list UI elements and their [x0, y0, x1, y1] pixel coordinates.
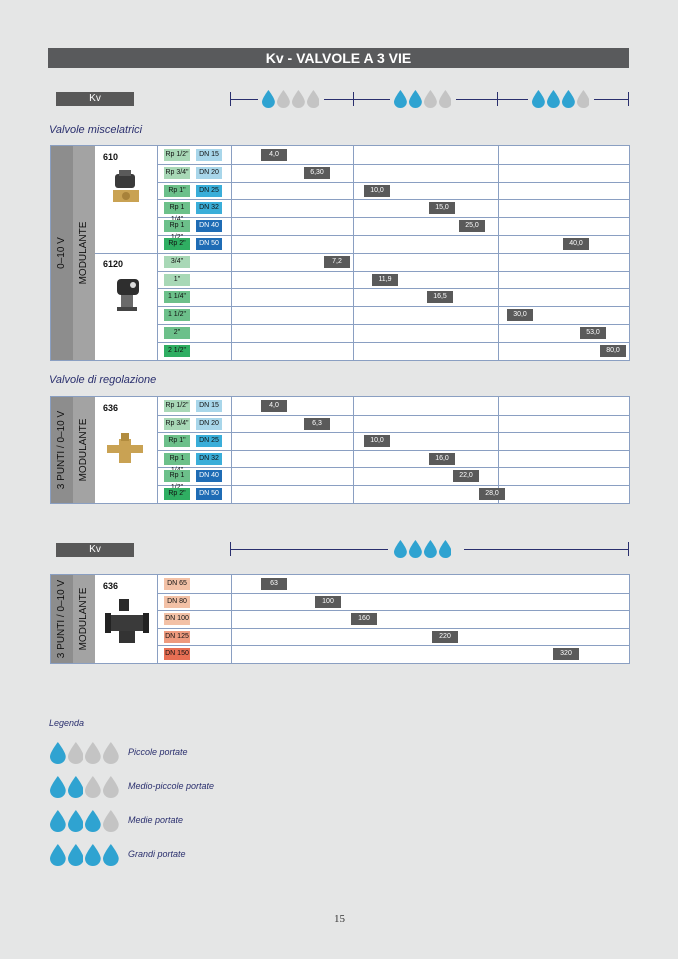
drop-filled-icon — [50, 844, 66, 871]
kv-value: 4,0 — [261, 149, 287, 161]
kv-value: 63 — [261, 578, 287, 590]
side-inner — [73, 397, 95, 503]
side-inner — [73, 146, 95, 360]
dn-badge: DN 40 — [196, 220, 222, 232]
drop-empty-icon — [68, 742, 84, 769]
column-divider — [231, 575, 232, 663]
drop-filled-icon — [409, 90, 422, 113]
connection-badge: 1 1/4" — [164, 291, 190, 303]
drop-filled-icon — [439, 540, 452, 563]
drops-4-of-4 — [394, 540, 451, 563]
side-inner-label: MODULANTE — [78, 587, 89, 651]
drop-empty-icon — [85, 742, 101, 769]
side-outer-label: 3 PUNTI / 0–10 V — [56, 579, 67, 659]
drop-filled-icon — [262, 90, 275, 113]
kv-value: 15,0 — [429, 202, 455, 214]
dn-badge: DN 125 — [164, 631, 190, 643]
kv-label: Kv — [56, 92, 134, 106]
drops-1-of-4 — [50, 742, 119, 769]
group-divider — [95, 253, 629, 254]
kv-value: 25,0 — [459, 220, 485, 232]
side-inner-label: MODULANTE — [78, 418, 89, 482]
kv-label-2: Kv — [56, 543, 134, 557]
drop-filled-icon — [85, 810, 101, 837]
drop-empty-icon — [424, 90, 437, 113]
drop-filled-icon — [394, 90, 407, 113]
scale-tick — [497, 92, 498, 106]
side-inner-label: MODULANTE — [78, 221, 89, 285]
drops-3-of-4 — [50, 810, 119, 837]
dn-badge: DN 150 — [164, 648, 190, 660]
row-divider — [157, 271, 629, 272]
side-outer — [51, 397, 73, 503]
drop-empty-icon — [439, 90, 452, 113]
kv-value: 7,2 — [324, 256, 350, 268]
legend-label: Grandi portate — [128, 849, 186, 859]
drops-4-of-4 — [50, 844, 119, 871]
drops-1-of-4 — [262, 90, 319, 113]
row-divider — [157, 610, 629, 611]
scale-tick — [628, 542, 629, 556]
scale-tick — [230, 92, 231, 106]
connection-badge: Rp 1/2" — [164, 149, 190, 161]
side-outer-label: 3 PUNTI / 0–10 V — [56, 410, 67, 490]
drop-filled-icon — [532, 90, 545, 113]
kv-value: 30,0 — [507, 309, 533, 321]
row-divider — [157, 235, 629, 236]
dn-badge: DN 65 — [164, 578, 190, 590]
kv-value: 11,9 — [372, 274, 398, 286]
row-divider — [157, 164, 629, 165]
model-number: 6120 — [103, 258, 124, 269]
connection-badge: Rp 2" — [164, 238, 190, 250]
drop-filled-icon — [394, 540, 407, 563]
scale-tick — [353, 92, 354, 106]
legend-label: Medie portate — [128, 815, 184, 825]
row-divider — [157, 199, 629, 200]
side-inner — [73, 575, 95, 663]
kv-value: 16,5 — [427, 291, 453, 303]
column-divider — [157, 575, 158, 663]
dn-badge: DN 100 — [164, 613, 190, 625]
connection-badge: Rp 1" — [164, 185, 190, 197]
scale-tick — [628, 92, 629, 106]
table-miscelatrici — [50, 145, 630, 361]
kv-value: 16,0 — [429, 453, 455, 465]
model-number: 636 — [103, 403, 119, 413]
drop-empty-icon — [85, 776, 101, 803]
kv-value: 53,0 — [580, 327, 606, 339]
row-divider — [157, 628, 629, 629]
connection-badge: Rp 3/4" — [164, 418, 190, 430]
drop-filled-icon — [50, 742, 66, 769]
drop-filled-icon — [68, 810, 84, 837]
connection-badge: 1" — [164, 274, 190, 286]
connection-badge: Rp 1" — [164, 435, 190, 447]
kv-value: 10,0 — [364, 435, 390, 447]
legend-item — [50, 844, 350, 866]
section-miscelatrici: Valvole miscelatrici — [49, 124, 143, 136]
side-outer — [51, 146, 73, 360]
row-divider — [157, 288, 629, 289]
dn-badge: DN 40 — [196, 470, 222, 482]
drop-filled-icon — [409, 540, 422, 563]
connection-badge: 2" — [164, 327, 190, 339]
section-regolazione: Valvole di regolazione — [49, 374, 157, 386]
drop-filled-icon — [68, 844, 84, 871]
kv-value: 28,0 — [479, 488, 505, 500]
drop-empty-icon — [292, 90, 305, 113]
drop-empty-icon — [277, 90, 290, 113]
connection-badge: Rp 1/2" — [164, 400, 190, 412]
row-divider — [157, 342, 629, 343]
valve-6120-image — [107, 275, 147, 320]
connection-badge: Rp 2" — [164, 488, 190, 500]
dn-badge: DN 20 — [196, 418, 222, 430]
row-divider — [157, 593, 629, 594]
side-outer — [51, 575, 73, 663]
row-divider — [157, 432, 629, 433]
drop-filled-icon — [50, 776, 66, 803]
legend-title: Legenda — [49, 718, 85, 728]
dn-badge: DN 32 — [196, 453, 222, 465]
row-divider — [157, 645, 629, 646]
dn-badge: DN 80 — [164, 596, 190, 608]
model-number: 636 — [103, 581, 119, 591]
kv-value: 100 — [315, 596, 341, 608]
kv-scale — [230, 88, 629, 112]
drop-empty-icon — [103, 742, 119, 769]
drop-filled-icon — [562, 90, 575, 113]
drop-filled-icon — [68, 776, 84, 803]
page-number: 15 — [334, 913, 345, 925]
row-divider — [157, 217, 629, 218]
drops-2-of-4 — [394, 90, 451, 113]
row-divider — [157, 182, 629, 183]
drop-empty-icon — [103, 776, 119, 803]
scale-tick — [230, 542, 231, 556]
row-divider — [157, 415, 629, 416]
row-divider — [157, 485, 629, 486]
valve-636-flanged-image — [105, 597, 149, 652]
drops-3-of-4 — [532, 90, 589, 113]
dn-badge: DN 25 — [196, 435, 222, 447]
drop-filled-icon — [50, 810, 66, 837]
kv-value: 4,0 — [261, 400, 287, 412]
kv-value: 320 — [553, 648, 579, 660]
legend-item — [50, 742, 350, 764]
legend-item — [50, 810, 350, 832]
kv-value: 6,30 — [304, 167, 330, 179]
kv-value: 40,0 — [563, 238, 589, 250]
valve-610-image — [107, 168, 147, 213]
connection-badge: Rp 1 — [164, 220, 190, 232]
drops-2-of-4 — [50, 776, 119, 803]
drop-filled-icon — [547, 90, 560, 113]
drop-filled-icon — [85, 844, 101, 871]
table-regolazione — [50, 396, 630, 504]
kv-value: 220 — [432, 631, 458, 643]
legend-item — [50, 776, 350, 798]
kv-value: 22,0 — [453, 470, 479, 482]
kv-value: 80,0 — [600, 345, 626, 357]
legend-label: Piccole portate — [128, 747, 188, 757]
kv-value: 10,0 — [364, 185, 390, 197]
row-divider — [157, 450, 629, 451]
legend-label: Medio-piccole portate — [128, 781, 215, 791]
dn-badge: DN 32 — [196, 202, 222, 214]
dn-badge: DN 20 — [196, 167, 222, 179]
kv-value: 160 — [351, 613, 377, 625]
dn-badge: DN 15 — [196, 400, 222, 412]
page-title: Kv - VALVOLE A 3 VIE — [48, 48, 629, 68]
dn-badge: DN 50 — [196, 488, 222, 500]
drop-empty-icon — [307, 90, 320, 113]
connection-badge: Rp 3/4" — [164, 167, 190, 179]
side-outer-label: 0–10 V — [56, 237, 67, 269]
legend — [50, 742, 350, 872]
connection-badge: Rp 1 — [164, 470, 190, 482]
connection-badge: 1 1/2" — [164, 309, 190, 321]
dn-badge: DN 15 — [196, 149, 222, 161]
row-divider — [157, 324, 629, 325]
dn-badge: DN 50 — [196, 238, 222, 250]
model-number: 610 — [103, 152, 119, 162]
row-divider — [157, 306, 629, 307]
row-divider — [157, 467, 629, 468]
connection-badge: Rp 1 — [164, 453, 190, 465]
kv-value: 6,3 — [304, 418, 330, 430]
connection-badge: 3/4" — [164, 256, 190, 268]
table-flangiate — [50, 574, 630, 664]
drop-filled-icon — [103, 844, 119, 871]
kv-scale-2 — [230, 538, 629, 562]
drop-empty-icon — [577, 90, 590, 113]
connection-badge: 2 1/2" — [164, 345, 190, 357]
drop-empty-icon — [103, 810, 119, 837]
dn-badge: DN 25 — [196, 185, 222, 197]
connection-badge: Rp 1 — [164, 202, 190, 214]
drop-filled-icon — [424, 540, 437, 563]
valve-636-image — [105, 431, 145, 470]
